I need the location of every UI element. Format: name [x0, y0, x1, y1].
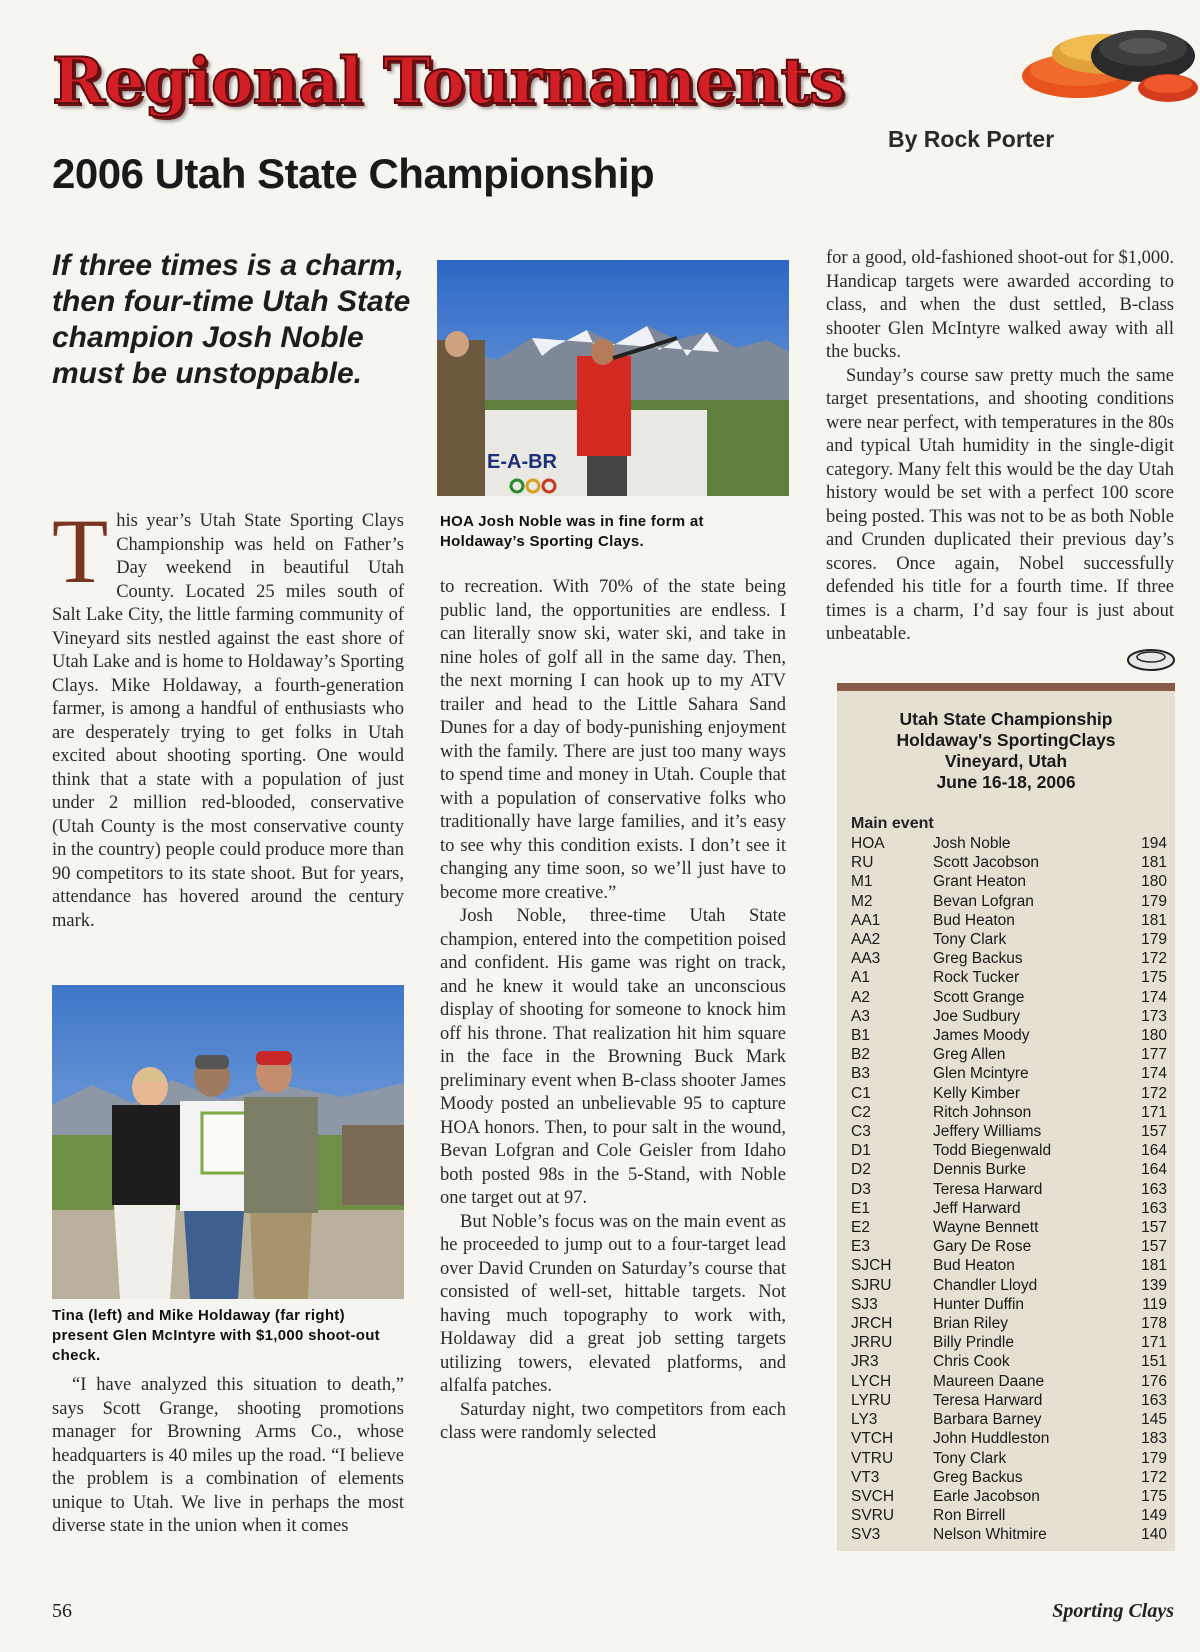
class-code: D3	[851, 1180, 871, 1198]
results-row	[851, 1180, 1167, 1199]
class-code: E2	[851, 1219, 870, 1237]
score: 157	[1141, 1123, 1167, 1141]
photo-award-presentation	[52, 985, 404, 1299]
shooter-name: Chandler Lloyd	[933, 1276, 1038, 1294]
class-code: LYCH	[851, 1372, 892, 1390]
shooter-name: Bud Heaton	[933, 1257, 1015, 1275]
article-deck: If three times is a charm, then four-time Utah State champion Josh Noble must be unstoppable.	[52, 249, 411, 390]
shooter-name: Josh Noble	[933, 835, 1011, 852]
results-row	[851, 1333, 1167, 1352]
score: 139	[1141, 1276, 1167, 1294]
class-code: C3	[851, 1123, 871, 1141]
results-row	[851, 853, 1167, 872]
class-code: A2	[851, 988, 870, 1006]
score: 172	[1141, 1084, 1167, 1102]
score: 174	[1141, 1065, 1167, 1083]
score: 176	[1141, 1372, 1167, 1390]
shooter-name: Nelson Whitmire	[933, 1526, 1047, 1544]
class-code: AA2	[851, 931, 881, 949]
results-title-line: Utah State Championship	[899, 709, 1113, 729]
score: 173	[1141, 1007, 1167, 1025]
shooter-name: Dennis Burke	[933, 1161, 1027, 1179]
class-code: SVRU	[851, 1507, 895, 1525]
results-row	[851, 1410, 1167, 1429]
class-code: B3	[851, 1065, 870, 1083]
shooter-name: Gary De Rose	[933, 1238, 1032, 1256]
results-title-line: June 16-18, 2006	[936, 772, 1076, 792]
shooter-name: Joe Sudbury	[933, 1007, 1021, 1025]
results-row	[851, 1084, 1167, 1103]
results-title-line: Holdaway's SportingClays	[896, 730, 1116, 750]
article-column-1-bottom	[52, 1374, 404, 1554]
results-row	[851, 1506, 1167, 1525]
class-code: AA3	[851, 950, 881, 968]
score: 145	[1141, 1411, 1167, 1429]
score: 180	[1141, 1027, 1167, 1045]
shooter-name: Tony Clark	[933, 1449, 1007, 1467]
class-code: M1	[851, 873, 873, 891]
results-section-label: Main event	[851, 815, 934, 832]
score: 179	[1141, 892, 1167, 910]
score: 179	[1141, 931, 1167, 949]
score: 149	[1141, 1507, 1167, 1525]
class-code: SV3	[851, 1526, 881, 1544]
drop-cap: T	[52, 500, 109, 602]
score: 181	[1141, 854, 1167, 872]
shooter-name: Todd Biegenwald	[933, 1142, 1052, 1160]
shooter-name: Bevan Lofgran	[933, 892, 1034, 910]
class-code: JRRU	[851, 1334, 893, 1352]
score: 119	[1142, 1295, 1167, 1313]
results-row	[851, 892, 1167, 911]
score: 172	[1141, 1468, 1167, 1486]
results-row	[851, 1314, 1167, 1333]
shooter-name: Teresa Harward	[933, 1180, 1043, 1198]
shooter-name: Greg Allen	[933, 1046, 1006, 1064]
class-code: E3	[851, 1238, 870, 1256]
results-row	[851, 1103, 1167, 1122]
results-row	[851, 1141, 1167, 1160]
class-code: D1	[851, 1142, 871, 1160]
score: 183	[1141, 1430, 1167, 1448]
results-row	[851, 1449, 1167, 1468]
results-row	[851, 1256, 1167, 1275]
results-row	[851, 968, 1167, 987]
class-code: JR3	[851, 1353, 879, 1371]
results-row	[851, 1295, 1167, 1314]
paragraph: “I have analyzed this situation to death,” says Scott Grange, shooting promotions manager for Browning Arms Co., whose headquarters is 40 miles up the road. “I believe the problem is a combination of elements unique to Utah. We live in perhaps the most diverse state in the union when it comes	[52, 1375, 404, 1536]
score: 180	[1141, 873, 1167, 891]
results-row	[851, 1372, 1167, 1391]
score: 177	[1141, 1046, 1167, 1064]
shooter-name: Glen Mcintyre	[933, 1065, 1029, 1083]
shooter-name: Rock Tucker	[933, 969, 1020, 987]
results-row	[851, 834, 1167, 853]
article-column-3	[826, 247, 1174, 677]
paragraph: But Noble’s focus was on the main event as he proceeded to jump out to a four-target lead over David Crunden on Saturday’s course that consisted of well-set, hittable targets. Not having much topography to work with, Holdaway did a great job setting targets utilizing towers, elevated platforms, and alfalfa patches.	[440, 1211, 786, 1396]
results-row	[851, 911, 1167, 930]
results-row	[851, 1352, 1167, 1371]
score: 163	[1141, 1391, 1167, 1409]
class-code: SVCH	[851, 1487, 895, 1505]
class-code: HOA	[851, 835, 885, 852]
shooter-name: Hunter Duffin	[933, 1295, 1025, 1313]
class-code: RU	[851, 854, 874, 872]
class-code: SJCH	[851, 1257, 892, 1275]
score: 164	[1141, 1142, 1167, 1160]
byline: By Rock Porter	[888, 126, 1055, 152]
results-row	[851, 949, 1167, 968]
class-code: C2	[851, 1103, 871, 1121]
shooter-name: John Huddleston	[933, 1430, 1050, 1448]
photo-caption: Tina (left) and Mike Holdaway (far right) present Glen McIntyre with $1,000 shoot-out check.	[52, 1307, 380, 1364]
shooter-name: Chris Cook	[933, 1353, 1010, 1371]
results-row	[851, 1199, 1167, 1218]
class-code: LY3	[851, 1411, 878, 1429]
results-row	[851, 1468, 1167, 1487]
results-row	[851, 1525, 1167, 1544]
shooter-name: Scott Grange	[933, 988, 1025, 1006]
shooter-name: Ritch Johnson	[933, 1103, 1032, 1121]
class-code: E1	[851, 1199, 870, 1217]
clay-target-icon	[1126, 646, 1176, 672]
score: 163	[1141, 1180, 1167, 1198]
magazine-name: Sporting Clays	[1052, 1600, 1174, 1622]
shooter-name: Billy Prindle	[933, 1334, 1014, 1352]
score: 174	[1141, 988, 1167, 1006]
shooter-name: Barbara Barney	[933, 1411, 1042, 1429]
score: 140	[1141, 1526, 1167, 1544]
score: 175	[1141, 1487, 1167, 1505]
score: 172	[1141, 950, 1167, 968]
results-row	[851, 1007, 1167, 1026]
paragraph: his year’s Utah State Sporting Clays Championship was held on Father’s Day weekend in beautiful Utah County. Located 25 miles south of Salt Lake City, the little farming community of Vineyard sits nestled against the east shore of Utah Lake and is home to Holdaway’s Sporting Clays. Mike Holdaway, a fourth-generation farmer, is among a handful of enthusiasts who are desperately trying to get folks in Utah excited about shooting sporting. One would think that a state with a population of just under 2 million red-blooded, conservative (Utah County is the most conservative county in the country) people could produce more than 90 competitors to its state shoot. But for years, attendance has hovered around the century mark.	[52, 511, 404, 931]
score: 157	[1141, 1219, 1167, 1237]
class-code: C1	[851, 1084, 871, 1102]
sign-text: E-A-BR	[487, 451, 557, 473]
class-code: VTRU	[851, 1449, 894, 1467]
class-code: VTCH	[851, 1430, 894, 1448]
class-code: LYRU	[851, 1391, 892, 1409]
results-row	[851, 1064, 1167, 1083]
paragraph: to recreation. With 70% of the state being public land, the opportunities are endless. I can literally snow ski, water ski, and take in nine holes of golf all in the same day. Then, the next morning I can hook up to my ATV trailer and head to the Little Sahara Sand Dunes for a day of body-punishing enjoyment with the family. There are just too many ways to spend time and money in Utah. Couple that with a population of conservative folks who traditionally have large families, and it’s easy to see why this condition exists. I don’t see it changing any time soon, so we’ll just have to become more creative.”	[440, 577, 786, 903]
results-row	[851, 872, 1167, 891]
class-code: M2	[851, 892, 873, 910]
paragraph: Saturday night, two competitors from each class were randomly selected	[440, 1399, 786, 1443]
score: 179	[1141, 1449, 1167, 1467]
score: 178	[1141, 1315, 1167, 1333]
shooter-name: Grant Heaton	[933, 873, 1027, 891]
class-code: SJ3	[851, 1295, 878, 1313]
results-row	[851, 1429, 1167, 1448]
paragraph: Josh Noble, three-time Utah State champion, entered into the competition poised and confident. His game was right on track, and he knew it would take an unconscious display of shooting for someone to knock him off his throne. That realization hit him square in the face in the Browning Buck Mark preliminary event when B-class shooter James Moody posted an unbelievable 95 to capture HOA honors. Then, to pour salt in the wound, Bevan Lofgran and Cole Geisler from Idaho both posted 98s in the 5-Stand, with Noble one target out at 97.	[440, 906, 786, 1208]
class-code: JRCH	[851, 1315, 893, 1333]
shooter-name: Bud Heaton	[933, 911, 1015, 929]
shooter-name: Tony Clark	[933, 931, 1007, 949]
results-row	[851, 1276, 1167, 1295]
class-code: B1	[851, 1027, 870, 1045]
article-column-2	[440, 576, 786, 1561]
score: 171	[1141, 1334, 1167, 1352]
score: 164	[1141, 1161, 1167, 1179]
shooter-name: Jeffery Williams	[933, 1123, 1042, 1141]
score: 194	[1141, 835, 1167, 852]
shooter-name: Greg Backus	[933, 1468, 1023, 1486]
article-headline: 2006 Utah State Championship	[52, 150, 655, 197]
results-row	[851, 1237, 1167, 1256]
shooter-name: Teresa Harward	[933, 1391, 1043, 1409]
score: 181	[1141, 911, 1167, 929]
score: 163	[1141, 1199, 1167, 1217]
class-code: A3	[851, 1007, 870, 1025]
paragraph: for a good, old-fashioned shoot-out for $1,000. Handicap targets were awarded according to class, and when the dust settled, B-class shooter Glen McIntyre walked away with all the bucks.	[826, 248, 1174, 362]
class-code: A1	[851, 969, 870, 987]
shooter-name: Scott Jacobson	[933, 854, 1039, 872]
class-code: VT3	[851, 1468, 880, 1486]
results-row	[851, 988, 1167, 1007]
shooter-name: Earle Jacobson	[933, 1487, 1040, 1505]
score: 151	[1141, 1353, 1167, 1371]
section-banner: Regional Tournaments	[52, 44, 845, 119]
shooter-name: Wayne Bennett	[933, 1219, 1039, 1237]
results-row	[851, 1218, 1167, 1237]
results-list	[851, 834, 1167, 1545]
class-code: D2	[851, 1161, 871, 1179]
results-row	[851, 1122, 1167, 1141]
results-row	[851, 1391, 1167, 1410]
photo-shooter-noble	[437, 260, 789, 496]
score: 181	[1141, 1257, 1167, 1275]
results-row	[851, 1045, 1167, 1064]
shooter-name: Kelly Kimber	[933, 1084, 1020, 1102]
results-sidebar	[837, 683, 1175, 1551]
clay-targets-icon	[1018, 14, 1198, 114]
shooter-name: James Moody	[933, 1027, 1030, 1045]
results-title	[837, 709, 1175, 793]
shooter-name: Maureen Daane	[933, 1372, 1045, 1390]
class-code: SJRU	[851, 1276, 892, 1294]
results-row	[851, 930, 1167, 949]
class-code: B2	[851, 1046, 870, 1064]
results-title-line: Vineyard, Utah	[944, 751, 1068, 771]
shooter-name: Jeff Harward	[933, 1199, 1021, 1217]
results-row	[851, 1026, 1167, 1045]
score: 157	[1141, 1238, 1167, 1256]
results-row	[851, 1487, 1167, 1506]
score: 175	[1141, 969, 1167, 987]
class-code: AA1	[851, 911, 881, 929]
paragraph: Sunday’s course saw pretty much the same target presentations, and shooting conditions were near perfect, with temperatures in the 80s and typical Utah humidity in the single-digit category. Many felt this would be the day Utah history would be set with a perfect 100 score being posted. This was not to be as both Noble and Crunden duplicated their previous day’s scores. Once again, Nobel successfully defended his title for a fourth time. If three times is a charm, I’d say four is just about unbeatable.	[826, 365, 1174, 644]
photo-caption: HOA Josh Noble was in fine form at Holdaway’s Sporting Clays.	[440, 513, 704, 550]
shooter-name: Brian Riley	[933, 1315, 1008, 1333]
shooter-name: Ron Birrell	[933, 1507, 1006, 1525]
results-row	[851, 1160, 1167, 1179]
article-column-1-top	[52, 500, 404, 980]
shooter-name: Greg Backus	[933, 950, 1023, 968]
page-number: 56	[52, 1600, 72, 1622]
score: 171	[1141, 1103, 1167, 1121]
